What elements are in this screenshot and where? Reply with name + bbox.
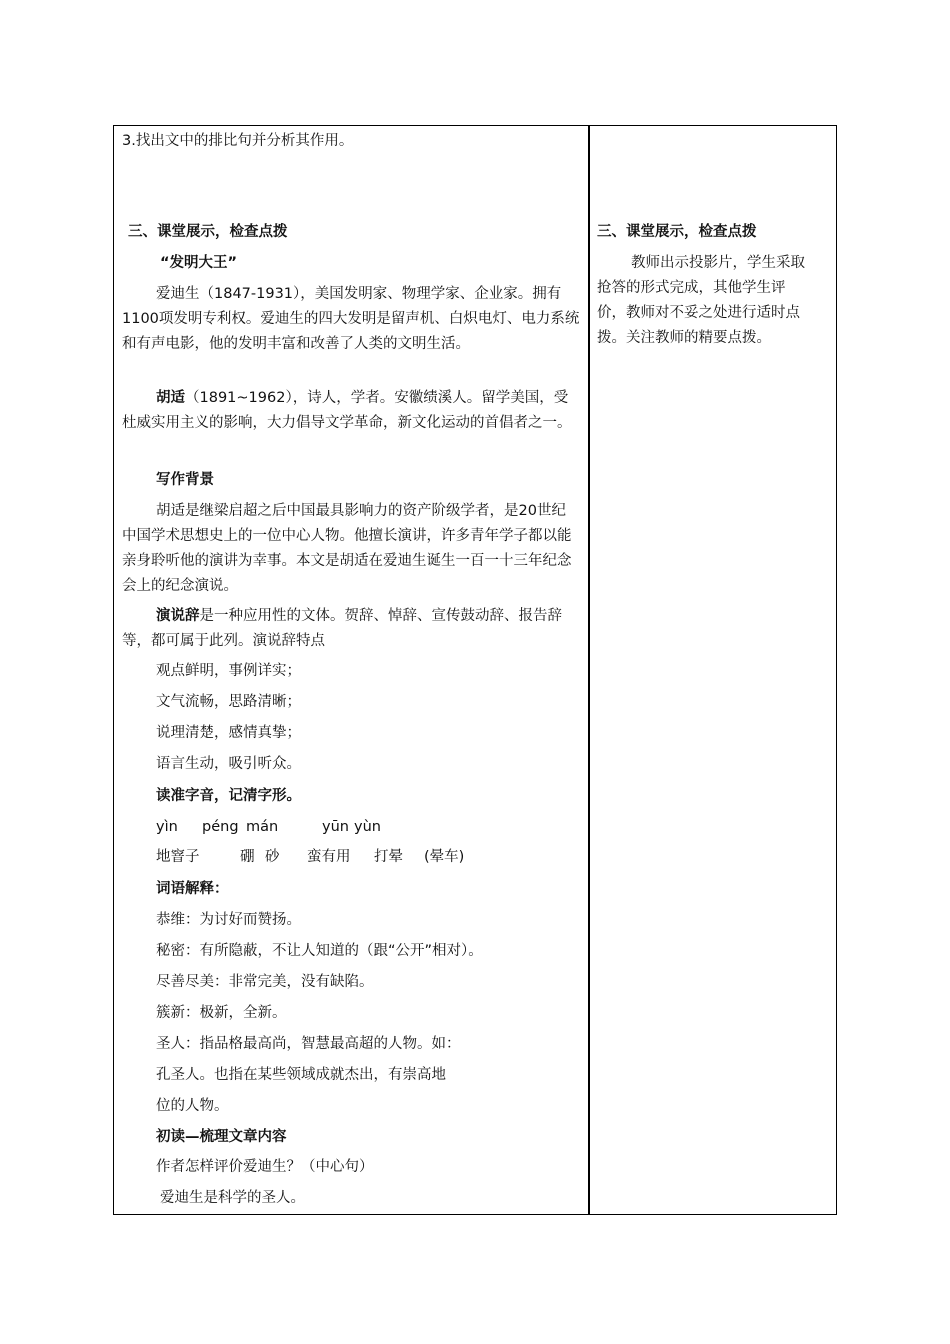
invention-king-heading: “发明大王” (160, 255, 238, 271)
hushi-paragraph (122, 386, 580, 436)
pinyin-syllable: mán (246, 819, 279, 835)
feature-item: 说理清楚，感情真挚； (156, 725, 301, 741)
vocab-heading: 词语解释： (156, 881, 229, 897)
background-heading: 写作背景 (156, 472, 214, 488)
section-title-left: 三、课堂展示，检查点拨 (128, 224, 288, 240)
feature-item: 语言生动，吸引听众。 (156, 756, 301, 772)
feature-item: 观点鲜明，事例详实； (156, 663, 301, 679)
pinyin-syllable: péng (202, 819, 239, 835)
feature-item: 文气流畅，思路清晰； (156, 694, 301, 710)
pinyin-syllable: yūn (322, 819, 349, 835)
lesson-table (113, 125, 837, 1215)
speech-paragraph (122, 604, 580, 654)
column-divider (588, 126, 590, 1214)
center-question: 作者怎样评价爱迪生？（中心句） (156, 1159, 374, 1175)
vocab-item: 恭维：为讨好而赞扬。 (156, 912, 301, 928)
section-title-right: 三、课堂展示，检查点拨 (597, 224, 757, 240)
pinyin-syllable: yìn (156, 819, 178, 835)
pronounce-heading: 读准字音，记清字形。 (156, 788, 301, 804)
teacher-note: 教师出示投影片，学生采取抢答的形式完成，其他学生评价，教师对不妥之处进行适时点拨。关注教师的精要点拨。 (597, 255, 805, 346)
hushi-text: （1891~1962），诗人，学者。安徽绩溪人。留学美国，受杜威实用主义的影响，大力倡导文学革命，新文化运动的首倡者之一。 (122, 390, 572, 431)
word-item: 硼 (240, 849, 255, 865)
vocab-item: 位的人物。 (156, 1098, 229, 1114)
word-item: 蛮有用 (307, 849, 351, 865)
edison-paragraph: 爱迪生（1847-1931），美国发明家、物理学家、企业家。拥有1100项发明专利权。爱迪生的四大发明是留声机、白炽电灯、电力系统和有声电影，他的发明丰富和改善了人类的文明生活。 (122, 286, 580, 352)
background-paragraph: 胡适是继梁启超之后中国最具影响力的资产阶级学者，是20世纪中国学术思想史上的一位中心人物。他擅长演讲，许多青年学子都以能亲身聆听他的演讲为幸事。本文是胡适在爱迪生诞生一百一十三年纪念会上的纪念演说。 (122, 503, 572, 594)
pinyin-syllable: yùn (354, 819, 381, 835)
speech-text: 是一种应用性的文体。贺辞、悼辞、宣传鼓动辞、报告辞等，都可属于此列。演说辞特点 (122, 608, 562, 649)
vocab-item: 孔圣人。也指在某些领域成就杰出，有崇高地 (156, 1067, 446, 1083)
question-3: 3.找出文中的排比句并分析其作用。 (122, 133, 354, 149)
speech-term: 演说辞 (156, 608, 200, 624)
first-read-heading: 初读—梳理文章内容 (156, 1129, 287, 1145)
vocab-item: 簇新：极新，全新。 (156, 1005, 287, 1021)
vocab-item: 圣人：指品格最高尚，智慧最高超的人物。如： (156, 1036, 461, 1052)
hushi-name: 胡适 (156, 390, 185, 406)
center-answer: 爱迪生是科学的圣人。 (160, 1190, 305, 1206)
word-item: 打晕 (374, 849, 403, 865)
word-item: 地窨子 (156, 849, 200, 865)
word-item: 砂 (265, 849, 280, 865)
word-item: (晕车) (424, 849, 465, 865)
vocab-item: 尽善尽美：非常完美，没有缺陷。 (156, 974, 374, 990)
vocab-item: 秘密：有所隐蔽，不让人知道的（跟“公开”相对）。 (156, 943, 483, 959)
